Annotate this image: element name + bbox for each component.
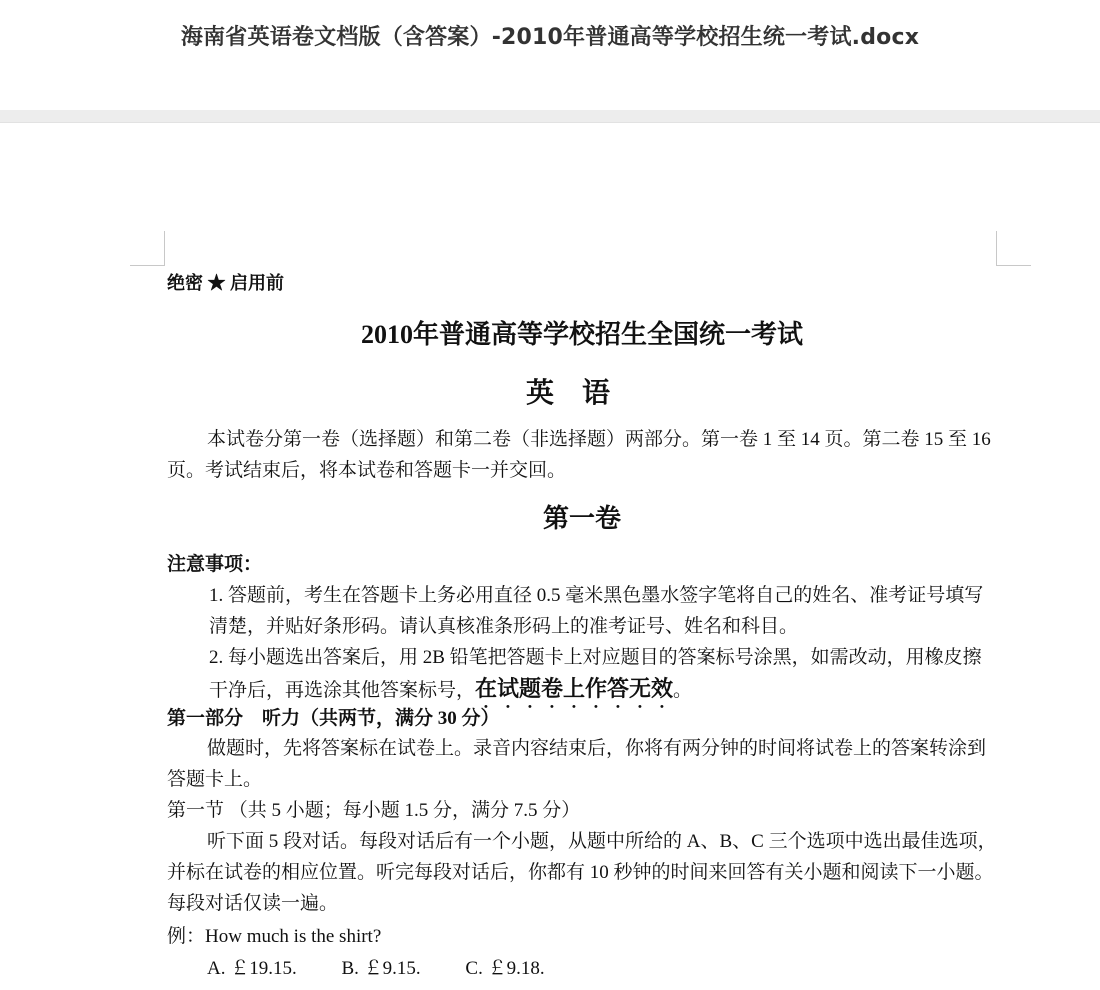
note-item-2-text: 2. 每小题选出答案后，用 2B 铅笔把答题卡上对应题目的答案标号涂黑，如需改动，用橡皮擦干净后，再选涂其他答案标号， <box>209 647 982 701</box>
option-c: C. ￡9.18. <box>465 958 545 979</box>
subject-title: 英语 <box>525 378 638 409</box>
page-separator <box>0 110 1100 123</box>
example-options <box>207 953 585 980</box>
document-filename: 海南省英语卷文档版（含答案）-2010年普通高等学校招生统一考试.docx <box>180 25 920 50</box>
example-question <box>167 921 381 948</box>
section1-heading: 第一节 （共 5 小题；每小题 1.5 分，满分 7.5 分） <box>167 800 581 821</box>
option-b: B. ￡9.15. <box>341 958 421 979</box>
notes-heading: 注意事项： <box>167 554 263 575</box>
confidential-label: 绝密 ★ 启用前 <box>167 273 284 293</box>
crop-mark-top-left <box>130 231 165 266</box>
exam-title: 2010年普通高等学校招生全国统一考试 <box>360 320 803 349</box>
part1-heading: 第一部分 听力（共两节，满分 30 分） <box>167 708 500 729</box>
note-item-2-end: 。 <box>673 680 693 701</box>
intro-paragraph: 本试卷分第一卷（选择题）和第二卷（非选择题）两部分。第一卷 1 至 14 页。第二卷 15 至 16 页。考试结束后，将本试卷和答题卡一并交回。 <box>167 429 991 481</box>
example-label: 例： <box>167 926 206 947</box>
note-item-1: 1. 答题前，考生在答题卡上务必用直径 0.5 毫米黑色墨水签字笔将自己的姓名、准考证号填写清楚，并贴好条形码。请认真核准条形码上的准考证号、姓名和科目。 <box>209 585 984 637</box>
volume-title: 第一卷 <box>542 504 621 533</box>
title-bar <box>0 0 1100 110</box>
emphasis-text: 在试题卷上作答无效 <box>475 676 674 701</box>
document-page <box>0 123 1100 990</box>
option-a: A. ￡19.15. <box>207 958 297 979</box>
crop-mark-top-right <box>996 231 1031 266</box>
section1-instructions: 听下面 5 段对话。每段对话后有一个小题，从题中所给的 A、B、C 三个选项中选出最佳选项，并标在试卷的相应位置。听完每段对话后，你都有 10 秒钟的时间来回答有关小题和阅读下一小题。每段对话仅读一遍。 <box>167 831 997 914</box>
example-question-text: How much is the shirt? <box>205 926 382 947</box>
part1-instructions: 做题时，先将答案标在试卷上。录音内容结束后，你将有两分钟的时间将试卷上的答案转涂到答题卡上。 <box>167 738 987 790</box>
